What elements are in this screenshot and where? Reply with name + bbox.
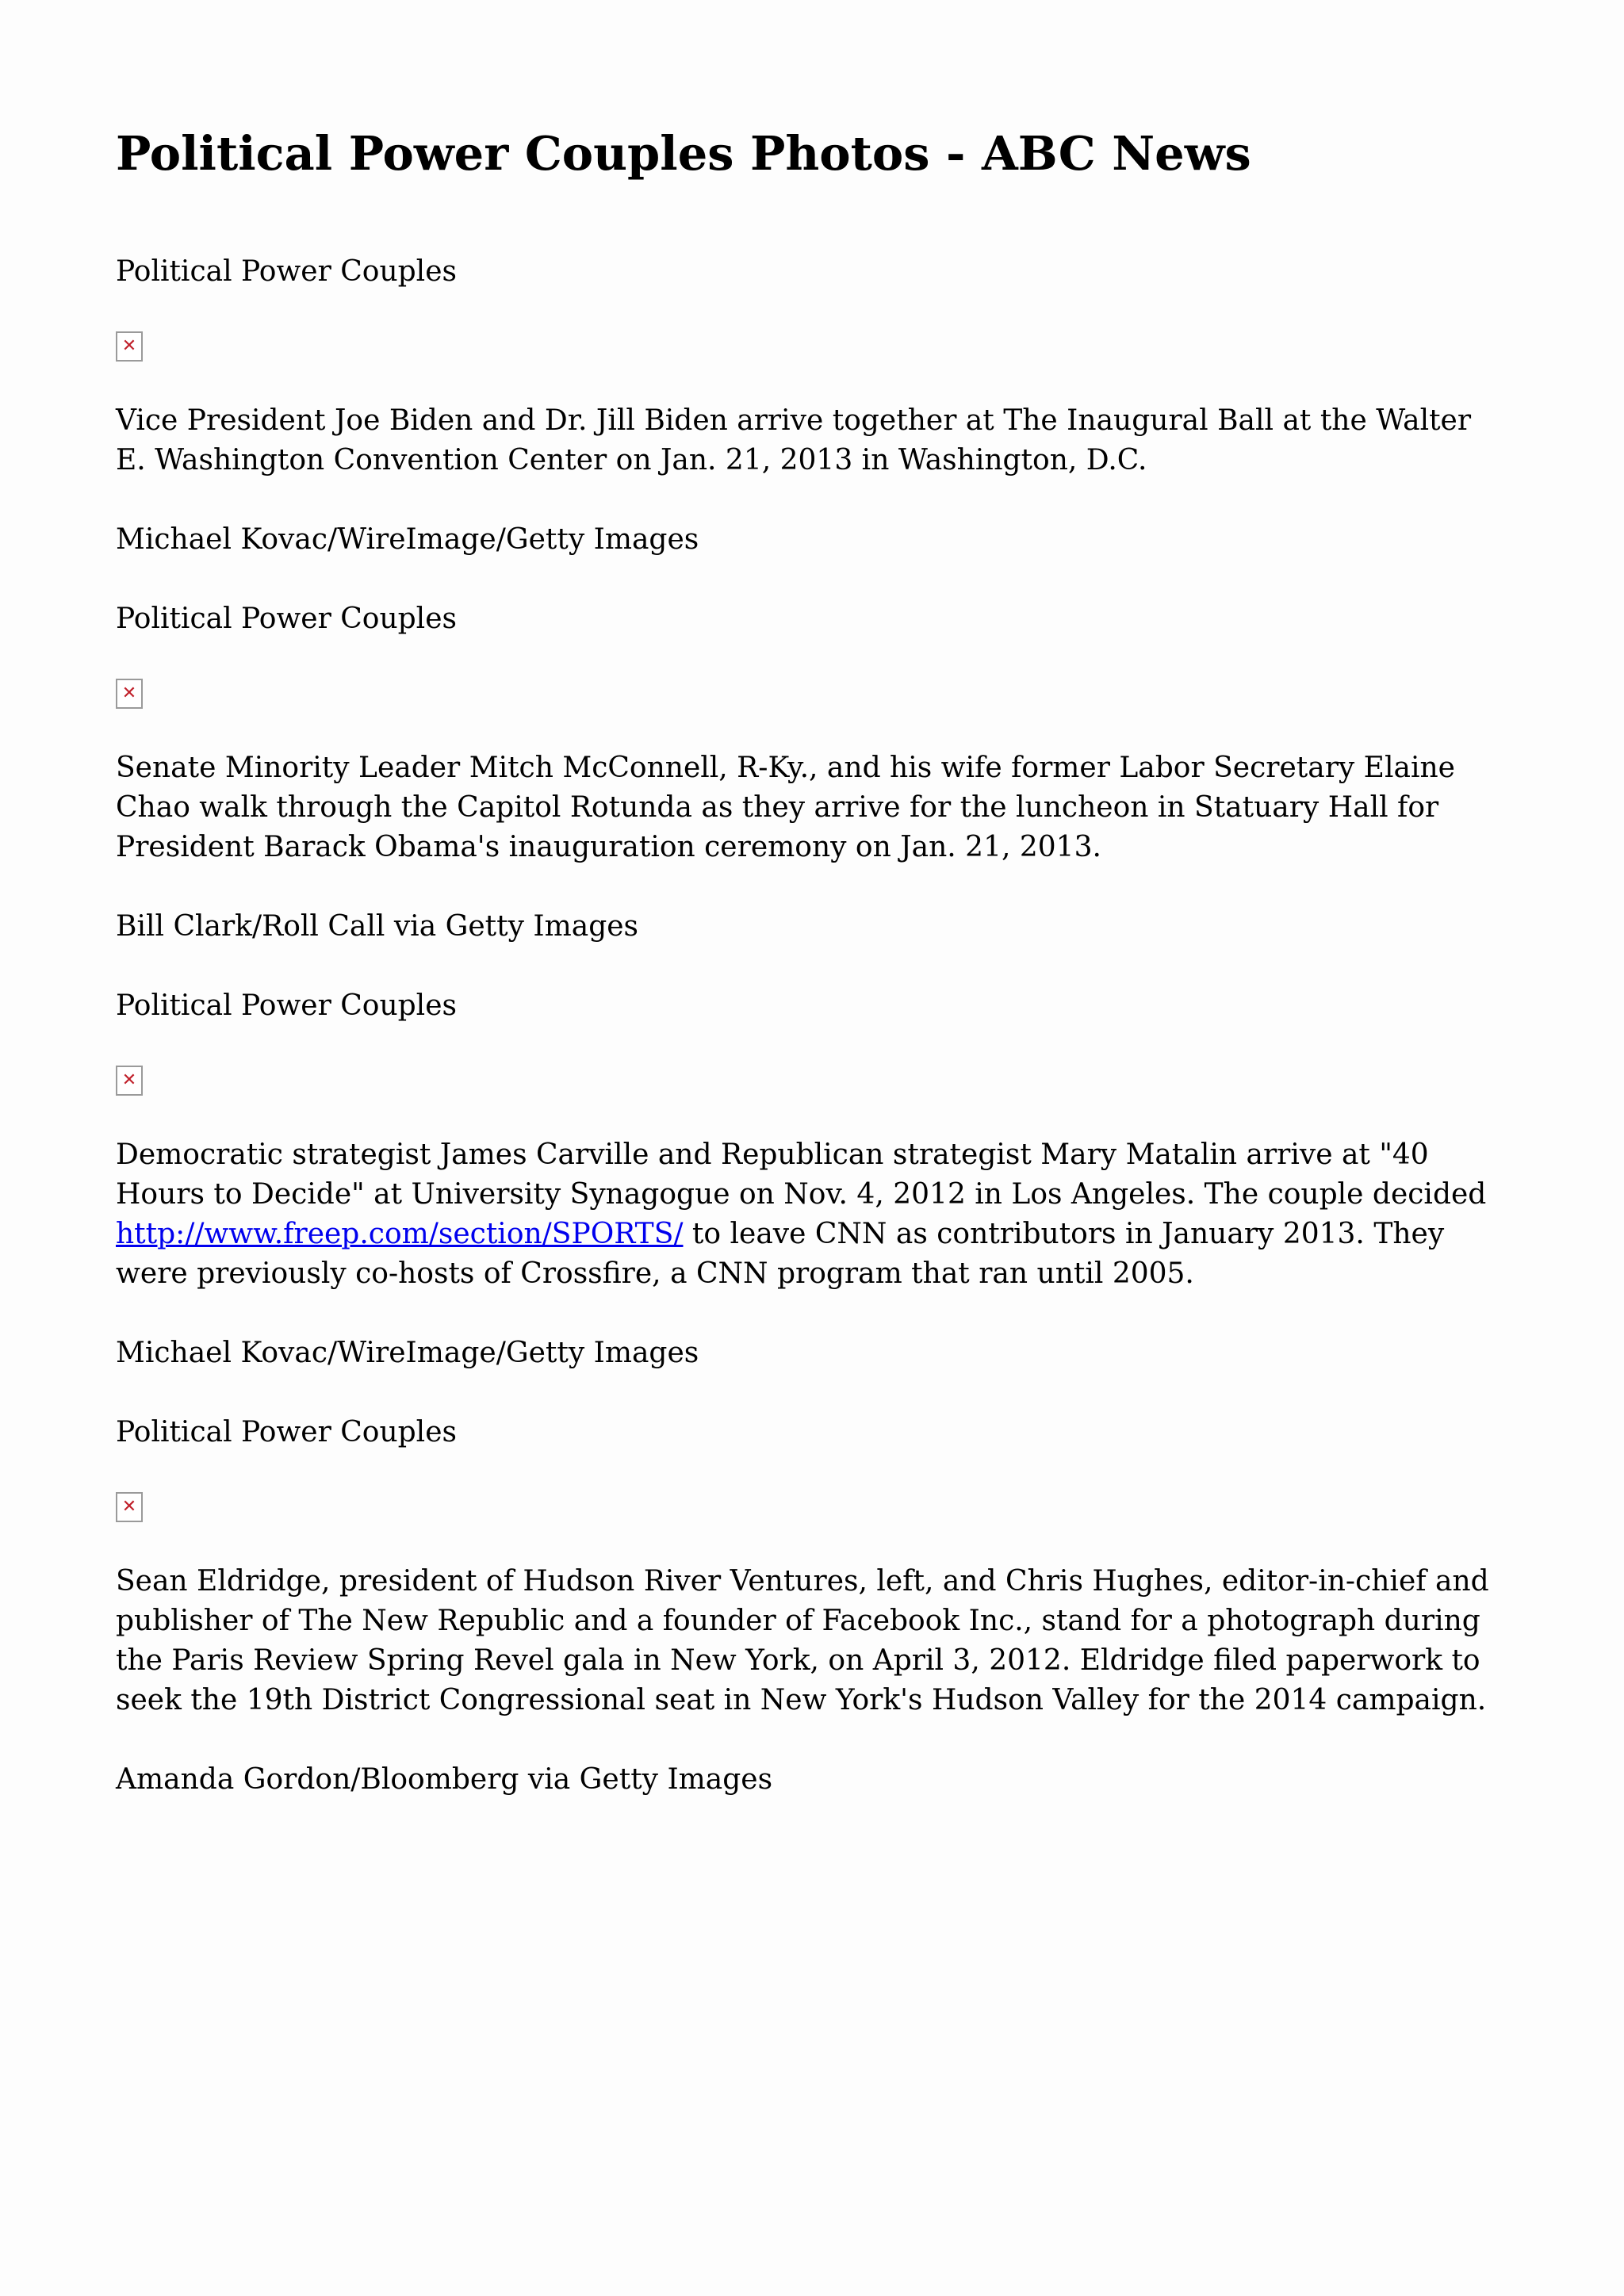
- x-icon: ✕: [121, 683, 137, 703]
- page-title: Political Power Couples Photos - ABC News: [116, 126, 1251, 181]
- item-heading: Political Power Couples: [116, 1416, 457, 1448]
- item-heading: Political Power Couples: [116, 603, 457, 635]
- broken-image-icon[interactable]: [116, 1492, 143, 1522]
- item-credit: Michael Kovac/WireImage/Getty Images: [116, 523, 699, 556]
- item-heading: Political Power Couples: [116, 989, 457, 1022]
- x-icon: ✕: [121, 1497, 137, 1517]
- item-credit: Bill Clark/Roll Call via Getty Images: [116, 910, 639, 943]
- item-caption: Vice President Joe Biden and Dr. Jill Biden arrive together at The Inaugural Ball at the Walter E. Washington Convention Center on Jan. 21, 2013 in Washington, D.C.: [116, 404, 1472, 476]
- broken-image-icon[interactable]: [116, 1066, 143, 1096]
- freep-sports-link[interactable]: http://www.freep.com/section/SPORTS/: [116, 1218, 684, 1250]
- caption-text-after-link: to leave CNN as contributors in January 2013. They were previously co-hosts of Crossfire, a CNN program that ran until 2005.: [116, 1218, 1445, 1290]
- broken-image-icon[interactable]: [116, 331, 143, 362]
- item-caption: Senate Minority Leader Mitch McConnell, R-Ky., and his wife former Labor Secretary Elaine Chao walk through the Capitol Rotunda as they arrive for the luncheon in Statuary Hall for President Barack Obama's inauguration ceremony on Jan. 21, 2013.: [116, 752, 1455, 863]
- item-credit: Amanda Gordon/Bloomberg via Getty Images: [116, 1763, 773, 1796]
- x-icon: ✕: [121, 336, 137, 356]
- broken-image-icon[interactable]: [116, 679, 143, 709]
- article-content: [116, 252, 1508, 1800]
- item-caption: Sean Eldridge, president of Hudson River Ventures, left, and Chris Hughes, editor-in-chief and publisher of The New Republic and a founder of Facebook Inc., stand for a photograph during the Paris Review Spring Revel gala in New York, on April 3, 2012. Eldridge filed paperwork to seek the 19th District Congressional seat in New York's Hudson Valley for the 2014 campaign.: [116, 1565, 1489, 1716]
- caption-text-before-link: Democratic strategist James Carville and Republican strategist Mary Matalin arrive at "40 Hours to Decide" at University Synagogue on Nov. 4, 2012 in Los Angeles. The couple decided: [116, 1138, 1487, 1211]
- item-credit: Michael Kovac/WireImage/Getty Images: [116, 1337, 699, 1369]
- x-icon: ✕: [121, 1070, 137, 1090]
- item-heading: Political Power Couples: [116, 255, 457, 288]
- item-caption: [116, 1135, 1508, 1294]
